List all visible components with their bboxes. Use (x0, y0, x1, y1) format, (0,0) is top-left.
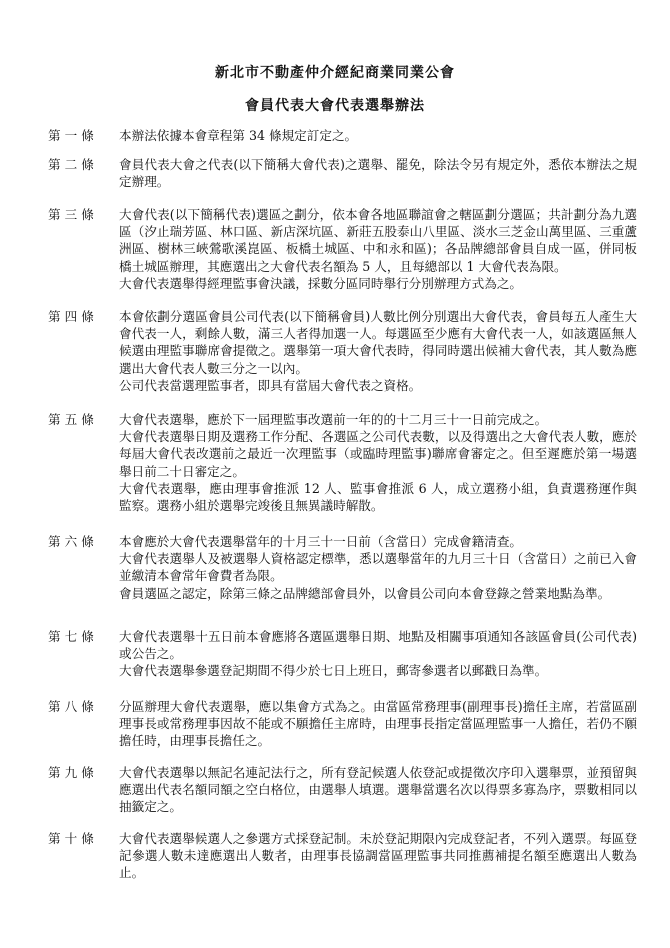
article-label: 第 九 條 (48, 765, 94, 780)
article-label: 第 八 條 (48, 699, 94, 714)
article-paragraph: 大會代表選舉以無記名連記法行之，所有登記候選人依登記或提徵次序印入選舉票，並預留與應選出代表名額同額之空白格位，由選舉人填選。選舉當選名次以得票多寡為序，票數相同以抽籤定之。 (119, 765, 637, 815)
article-label: 第 五 條 (48, 412, 94, 427)
article-paragraph: 大會代表選舉得經理監事會決議，採數分區同時舉行分別辦理方式為之。 (119, 275, 522, 291)
article-label: 第 六 條 (48, 534, 94, 549)
article-paragraph: 會員選區之認定，除第三條之品牌總部會員外，以會員公司向本會登錄之營業地點為準。 (119, 585, 611, 601)
article-paragraph: 本會依劃分選區會員公司代表(以下簡稱會員)人數比例分別選出大會代表，會員每五人產生大會代表一人，剩餘人數，滿三人者得加選一人。每選區至少應有大會代表一人，如該選區無人候選由理監事聯席會提徵之。選舉第一項大會代表時，得同時選出候補大會代表，其人數為應選出大會代表人數三分之一以內。 (119, 309, 637, 376)
article-body (119, 127, 637, 144)
article-label: 第 三 條 (48, 207, 94, 222)
article-paragraph: 本辦法依據本會章程第 34 條規定訂定之。 (119, 128, 358, 143)
article-body (119, 830, 637, 882)
article-label: 第 一 條 (48, 128, 94, 143)
article-label: 第 二 條 (48, 157, 94, 172)
article-body (119, 533, 637, 602)
article-body (119, 206, 637, 292)
article-paragraph: 大會代表(以下簡稱代表)選區之劃分，依本會各地區聯誼會之轄區劃分選區；共計劃分為九選區（汐止瑞芳區、林口區、新店深坑區、新莊五股泰山八里區、淡水三芝金山萬里區、三重蘆洲區、樹林三峽鶯歌溪崑區、板橋土城區、中和永和區)；各品牌總部會員自成一區，併同板橋土城區辦理，其應選出之大會代表名額為 5 人，且每總部以 1 大會代表為限。 (119, 207, 637, 274)
article-body (119, 764, 637, 816)
article-body (119, 698, 637, 750)
article-paragraph: 大會代表選舉，應於下一屆理監事改選前一年的的十二月三十一日前完成之。 (119, 412, 548, 427)
article-paragraph: 本會應於大會代表選舉當年的十月三十一日前（含當日）完成會籍清查。 (119, 534, 522, 549)
article-paragraph: 公司代表當選理監事者，即具有當屆大會代表之資格。 (119, 377, 422, 393)
article-paragraph: 大會代表選舉十五日前本會應將各選區選舉日期、地點及相關事項通知各該區會員(公司代表)或公告之。 (119, 629, 637, 662)
article-body (119, 308, 637, 394)
article-body (119, 156, 637, 190)
article-label: 第 十 條 (48, 831, 94, 846)
article-paragraph: 大會代表選舉參選登記期間不得少於七日上班日，郵寄參選者以郵戳日為準。 (119, 663, 548, 679)
article-paragraph: 大會代表選舉候選人之參選方式採登記制。未於登記期限內完成登記者，不列入選票。每區登記參選人數未達應選出人數者，由理事長協調當區理監事共同推薦補提名額至應選出人數為止。 (119, 831, 637, 881)
article-paragraph: 大會代表選舉，應由理事會推派 12 人、監事會推派 6 人，成立選務小組，負責選務運作與監察。選務小組於選舉完竣後且無異議時解散。 (119, 480, 637, 514)
article-paragraph: 分區辦理大會代表選舉，應以集會方式為之。由當區常務理事(副理事長)擔任主席，若當區副理事長或常務理事因故不能或不願擔任主席時，由理事長指定當區理監事一人擔任，若仍不願擔任時，由理事長擔任之。 (119, 699, 637, 749)
article-paragraph: 大會代表選舉日期及選務工作分配、各選區之公司代表數，以及得選出之大會代表人數，應於每屆大會代表改選前之最近一次理監事（或臨時理監事)聯席會審定之。但至遲應於第一場選舉日前二十日審定之。 (119, 429, 637, 479)
article-label: 第 七 條 (48, 629, 94, 644)
article-body (119, 411, 637, 514)
article-label: 第 四 條 (48, 309, 94, 324)
article-paragraph: 會員代表大會之代表(以下簡稱大會代表)之選舉、罷免，除法令另有規定外，悉依本辦法之規定辦理。 (119, 157, 637, 190)
org-name-heading: 新北市不動產仲介經紀商業同業公會 (215, 65, 455, 81)
article-paragraph: 大會代表選舉人及被選舉人資格認定標準，悉以選舉當年的九月三十日（含當日）之前已入會並繳清本會常年會費者為限。 (119, 551, 637, 584)
article-body (119, 628, 637, 680)
document-title: 會員代表大會代表選舉辦法 (245, 98, 425, 114)
